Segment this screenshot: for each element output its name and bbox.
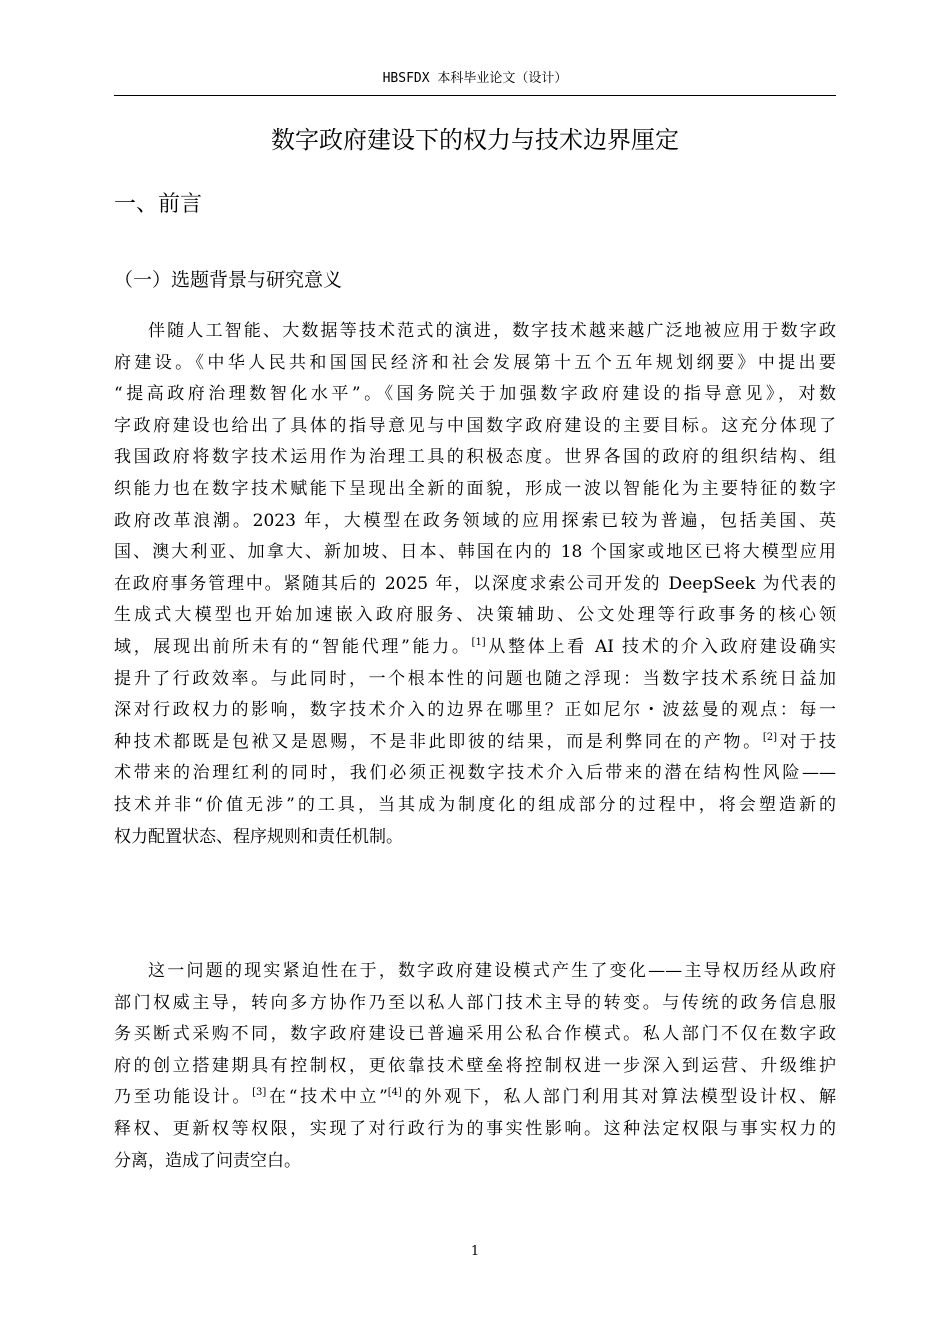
line-text: 乃至功能设计。 xyxy=(114,1087,253,1108)
paragraph-line: 伴随人工智能、大数据等技术范式的演进，数字技术越来越广泛地被应用于数字政 xyxy=(148,321,836,341)
paragraph-line: 国、澳大利亚、加拿大、新加坡、日本、韩国在内的 18 个国家或地区已将大模型应用 xyxy=(114,542,836,563)
paragraph-line: 释权、更新权等权限，实现了对行政行为的事实性影响。这种法定权限与事实权力的 xyxy=(114,1118,836,1139)
paragraph-line: 权力配置状态、程序规则和责任机制。 xyxy=(114,826,403,847)
paragraph-line: “提高政府治理数智化水平”。《国务院关于加强数字政府建设的指导意见》，对数 xyxy=(114,384,836,405)
page-number: 1 xyxy=(470,1244,480,1259)
paragraph-line: 技术并非“价值无涉”的工具，当其成为制度化的组成部分的过程中，将会塑造新的 xyxy=(114,794,836,815)
paragraph-line xyxy=(114,727,836,759)
paragraph-line: 在政府事务管理中。紧随其后的 2025 年，以深度求索公司开发的 DeepSeek 为代表的 xyxy=(114,573,836,594)
paragraph-line: 分离，造成了问责空白。 xyxy=(114,1150,301,1171)
paragraph-line: 务买断式采购不同，数字政府建设已普遍采用公私合作模式。私人部门不仅在数字政 xyxy=(114,1024,836,1045)
paragraph-line: 部门权威主导，转向多方协作乃至以私人部门技术主导的转变。与传统的政务信息服 xyxy=(114,992,836,1013)
document-title: 数字政府建设下的权力与技术边界厘定 xyxy=(271,126,679,154)
paragraph-1 xyxy=(114,316,836,853)
paragraph-line xyxy=(114,1082,836,1114)
line-text: 对于技 xyxy=(777,731,837,752)
paragraph-line: 术带来的治理红利的同时，我们必须正视数字技术介入后带来的潜在结构性风险—— xyxy=(114,763,836,784)
citation-ref-4: [4] xyxy=(387,1087,402,1099)
paragraph-line: 字政府建设也给出了具体的指导意见与中国数字政府建设的主要目标。这充分体现了 xyxy=(114,415,836,436)
line-text: 从整体上看 AI 技术的介入政府建设确实 xyxy=(485,636,836,657)
subsection-heading: （一）选题背景与研究意义 xyxy=(114,269,343,291)
line-text: 在“技术中立” xyxy=(266,1087,388,1108)
citation-ref-2: [2] xyxy=(762,731,778,743)
citation-ref-1: [1] xyxy=(471,636,486,648)
header-rule xyxy=(114,95,836,96)
paragraph-line: 我国政府将数字技术运用作为治理工具的积极态度。世界各国的政府的组织结构、组 xyxy=(114,447,836,468)
paragraph-line xyxy=(114,632,836,664)
citation-ref-3: [3] xyxy=(252,1087,267,1099)
paragraph-line: 深对行政权力的影响，数字技术介入的边界在哪里？正如尼尔・波兹曼的观点：每一 xyxy=(114,700,836,721)
paragraph-line: 府的创立搭建期具有控制权，更依靠技术壁垒将控制权进一步深入到运营、升级维护 xyxy=(114,1055,836,1076)
paragraph-line: 织能力也在数字技术赋能下呈现出全新的面貌，形成一波以智能化为主要特征的数字 xyxy=(114,478,836,499)
paragraph-line: 府建设。《中华人民共和国国民经济和社会发展第十五个五年规划纲要》中提出要 xyxy=(114,352,836,373)
line-text: 种技术都既是包袱又是恩赐，不是非此即彼的结果，而是利弊同在的产物。 xyxy=(114,731,763,752)
paragraph-line: 这一问题的现实紧迫性在于，数字政府建设模式产生了变化——主导权历经从政府 xyxy=(148,961,836,981)
running-header: HBSFDX 本科毕业论文（设计） xyxy=(382,71,568,86)
section-heading: 一、前言 xyxy=(114,192,203,217)
paragraph-2 xyxy=(114,956,836,1177)
line-text: 的外观下，私人部门利用其对算法模型设计权、解 xyxy=(401,1087,837,1108)
paragraph-line: 提升了行政效率。与此同时，一个根本性的问题也随之浮现：当数字技术系统日益加 xyxy=(114,668,836,689)
line-text: 域，展现出前所未有的“智能代理”能力。 xyxy=(114,636,472,657)
paragraph-line: 政府改革浪潮。2023 年，大模型在政务领域的应用探索已较为普遍，包括美国、英 xyxy=(114,510,836,531)
paragraph-line: 生成式大模型也开始加速嵌入政府服务、决策辅助、公文处理等行政事务的核心领 xyxy=(114,605,836,626)
